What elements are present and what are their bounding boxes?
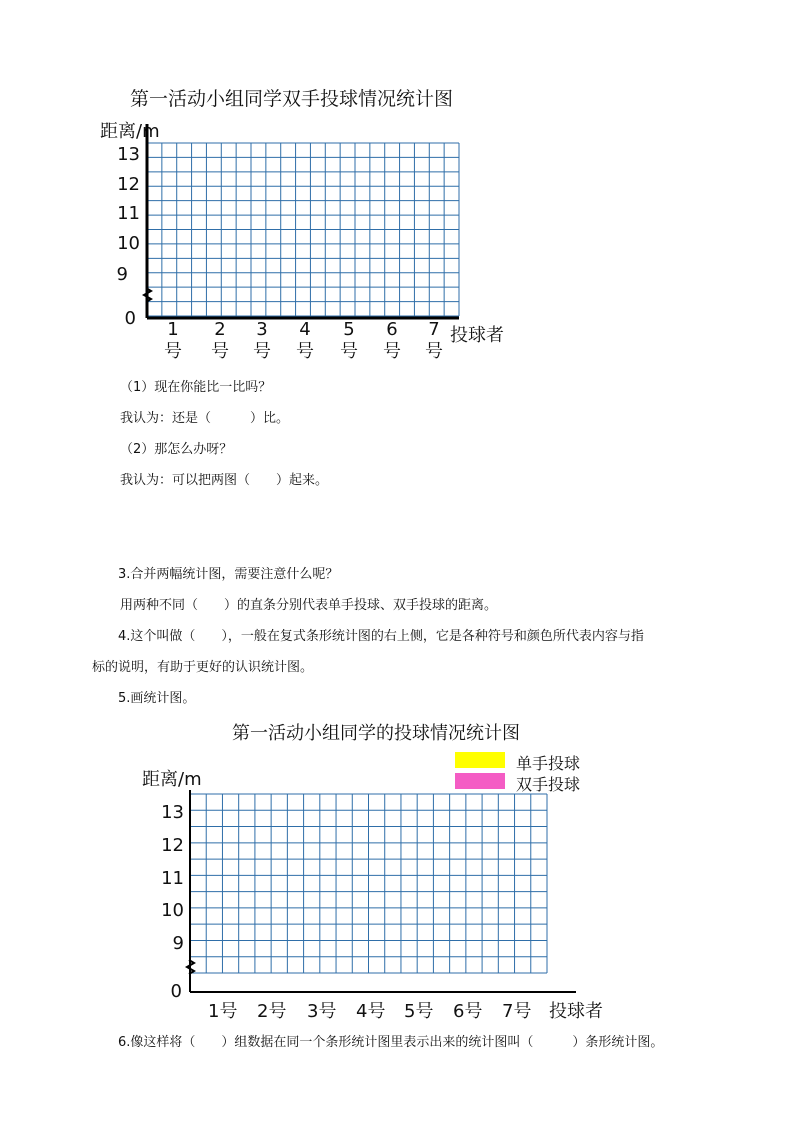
chart2-title: 第一活动小组同学的投球情况统计图	[232, 723, 520, 744]
question-6: 6.像这样将（ ）组数据在同一个条形统计图里表示出来的统计图叫（ ）条形统计图。	[118, 1035, 664, 1050]
chart1-x-label-3: 3 号	[253, 319, 271, 362]
chart1-y-tick-0: 0	[124, 308, 136, 329]
chart2-y-tick-12: 12	[161, 835, 184, 856]
legend-label-double: 双手投球	[516, 775, 581, 794]
chart2-x-label-2: 2号	[257, 1001, 287, 1022]
chart2-y-tick-11: 11	[161, 868, 184, 889]
question-4-line2: 标的说明，有助于更好的认识统计图。	[92, 660, 314, 675]
chart1-y-tick-13: 13	[117, 144, 140, 165]
legend-label-single: 单手投球	[516, 754, 581, 773]
chart1-y-tick-9: 9	[116, 264, 128, 285]
chart1-x-label-6: 6 号	[383, 319, 401, 362]
chart2-y-axis-label: 距离/m	[142, 769, 202, 790]
chart2-y-tick-0: 0	[170, 981, 182, 1002]
chart2-x-axis-label: 投球者	[549, 1001, 603, 1022]
question-5: 5.画统计图。	[118, 691, 196, 706]
question-3: 3.合并两幅统计图，需要注意什么呢？	[118, 567, 339, 582]
chart2-y-tick-13: 13	[161, 802, 184, 823]
chart2-y-tick-9: 9	[172, 933, 184, 954]
chart1-x-label-1: 1 号	[164, 319, 182, 362]
answer-2: 我认为：可以把两图（ ）起来。	[120, 473, 329, 488]
question-2: （2）那怎么办呀？	[120, 442, 233, 457]
chart2-x-label-3: 3号	[307, 1001, 337, 1022]
chart2-x-label-6: 6号	[453, 1001, 483, 1022]
chart1-x-axis-label: 投球者	[450, 325, 504, 346]
chart1-y-tick-12: 12	[117, 174, 140, 195]
question-4-line1: 4.这个叫做（ ），一般在复式条形统计图的右上侧，它是各种符号和颜色所代表内容与指	[118, 629, 644, 644]
chart1-y-tick-10: 10	[117, 233, 140, 254]
chart1-x-label-7: 7 号	[425, 319, 443, 362]
chart1-title: 第一活动小组同学双手投球情况统计图	[130, 88, 454, 110]
chart1-y-axis-label: 距离/m	[100, 121, 160, 142]
chart1-x-label-5: 5 号	[340, 319, 358, 362]
chart1-x-label-2: 2 号	[211, 319, 229, 362]
chart2-x-label-4: 4号	[356, 1001, 386, 1022]
answer-3: 用两种不同（ ）的直条分别代表单手投球、双手投球的距离。	[120, 598, 498, 613]
chart1-x-label-4: 4 号	[296, 319, 314, 362]
answer-1: 我认为：还是（ ）比。	[120, 411, 290, 426]
chart2-x-label-7: 7号	[502, 1001, 532, 1022]
chart2-x-label-1: 1号	[208, 1001, 238, 1022]
question-1: （1）现在你能比一比吗？	[120, 380, 272, 395]
chart2-y-tick-10: 10	[161, 900, 184, 921]
chart1-y-tick-11: 11	[117, 203, 140, 224]
chart2-x-label-5: 5号	[404, 1001, 434, 1022]
